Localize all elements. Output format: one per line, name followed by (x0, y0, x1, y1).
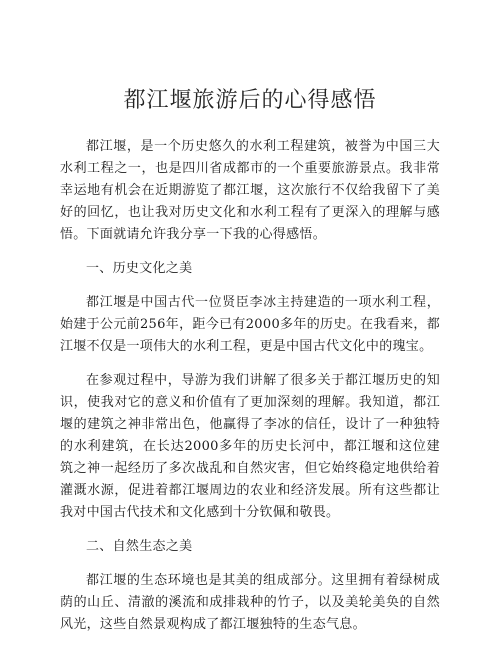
history-paragraph-2: 在参观过程中，导游为我们讲解了很多关于都江堰历史的知识，使我对它的意义和价值有了更加深刻的理解。我知道，都江堰的建筑之神非常出色，他赢得了李冰的信任，设计了一种独特的水利建筑，在长达2000多年的历史长河中，都江堰和这位建筑之神一起经历了多次战乱和自然灾害，但它始终稳定地供给着灌溉水源，促进着都江堰周边的农业和经济发展。所有这些都让我对中国古代技术和文化感到十分钦佩和敬畏。 (60, 373, 440, 520)
history-paragraph-1: 都江堰是中国古代一位贤臣李冰主持建造的一项水利工程，始建于公元前256年，距今已有2000多年的历史。在我看来，都江堰不仅是一项伟大的水利工程，更是中国古代文化中的瑰宝。 (60, 295, 440, 354)
page-title: 都江堰旅游后的心得感悟 (123, 88, 377, 113)
nature-paragraph-1: 都江堰的生态环境也是其美的组成部分。这里拥有着绿树成荫的山丘、清澈的溪流和成排栽种的竹子，以及美轮美奂的自然风光，这些自然景观构成了都江堰独特的生态气息。 (60, 573, 440, 632)
intro-paragraph: 都江堰，是一个历史悠久的水利工程建筑，被誉为中国三大水利工程之一，也是四川省成都市的一个重要旅游景点。我非常幸运地有机会在近期游览了都江堰，这次旅行不仅给我留下了美好的回忆，也让我对历史文化和水利工程有了更深入的理解与感悟。下面就请允许我分享一下我的心得感悟。 (60, 139, 440, 242)
section-heading-nature: 二、自然生态之美 (86, 539, 193, 554)
section-heading-history: 一、历史文化之美 (86, 261, 193, 276)
